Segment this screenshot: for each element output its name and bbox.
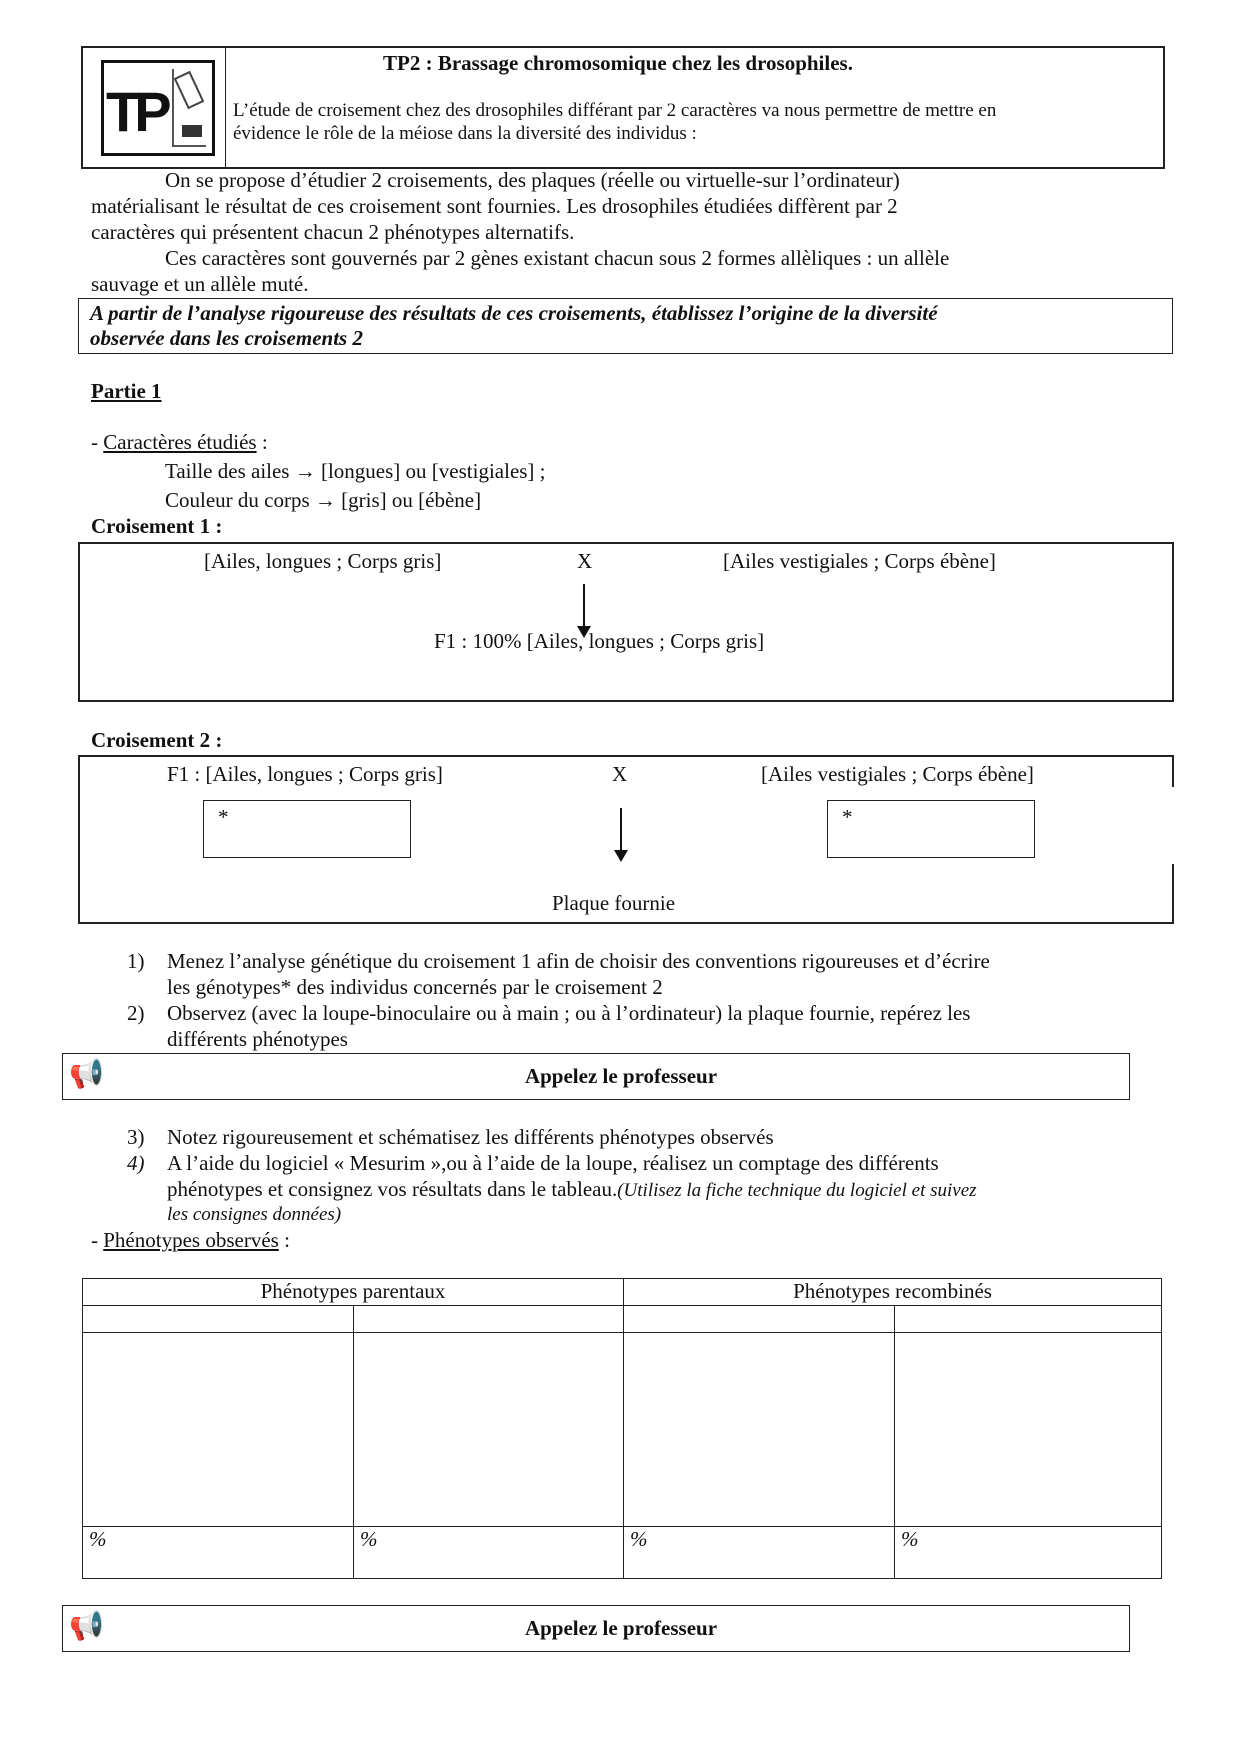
question-3: Notez rigoureusement et schématisez les différents phénotypes observés [167,1125,774,1149]
cross1-f1: F1 : 100% [Ailes, longues ; Corps gris] [434,629,765,653]
colon: : [278,1228,290,1252]
asterisk: * [842,805,853,829]
caracteres-label: Caractères étudiés [103,430,257,454]
table-cell[interactable] [895,1333,1162,1527]
percent-cell[interactable]: % [354,1527,624,1579]
question-number: 2) [127,1001,145,1025]
phenotypes-table [82,1278,1162,1579]
intro-line-1: L’étude de croisement chez des drosophiles différant par 2 caractères va nous permettre de mettre en [233,100,997,121]
paragraph-line: caractères qui présentent chacun 2 phénotypes alternatifs. [91,220,575,244]
table-cell[interactable] [624,1306,895,1333]
paragraph-line: sauvage et un allèle muté. [91,272,309,296]
cross2-parent1: F1 : [Ailes, longues ; Corps gris] [167,762,443,786]
question-number: 1) [127,949,145,973]
question-4-note: (Utilisez la fiche technique du logiciel et suivez [617,1180,977,1201]
percent-cell[interactable]: % [83,1527,354,1579]
question-4-text: phénotypes et consignez vos résultats dans le tableau. [167,1177,618,1201]
question-number: 3) [127,1125,145,1149]
dash: - [91,1228,104,1252]
caractere-corps: Couleur du corps → [gris] ou [ébène] [165,488,482,512]
percent-cell[interactable]: % [895,1527,1162,1579]
down-arrow-icon [620,808,622,860]
call-teacher-box [62,1605,1130,1652]
cross1-box [78,542,1174,702]
question-2-line: Observez (avec la loupe-binoculaire ou à main ; ou à l’ordinateur) la plaque fournie, repérez les [167,1001,971,1025]
task-line-1: A partir de l’analyse rigoureuse des résultats de ces croisements, établissez l’origine de la diversité [90,301,938,325]
call-teacher-label: Appelez le professeur [524,1616,718,1640]
tp-logo [101,60,215,156]
table-cell[interactable] [895,1306,1162,1333]
microscope-icon [172,69,206,147]
cross2-label: Croisement 2 : [91,728,223,752]
asterisk: * [218,805,229,829]
table-cell[interactable] [354,1333,624,1527]
caracteres-heading [91,430,268,455]
header-recombines: Phénotypes recombinés [624,1279,1162,1306]
observes-label: Phénotypes observés [103,1228,279,1252]
dash: - [91,430,104,454]
section-heading: Partie 1 [91,379,162,403]
intro-line-2: évidence le rôle de la méiose dans la diversité des individus : [233,123,697,144]
header-parentaux: Phénotypes parentaux [83,1279,624,1306]
table-cell[interactable] [624,1333,895,1527]
call-teacher-label: Appelez le professeur [524,1064,718,1088]
table-cell[interactable] [354,1306,624,1333]
cross1-parent1: [Ailes, longues ; Corps gris] [204,549,442,573]
question-number: 4) [127,1151,145,1175]
question-4-note: les consignes données) [167,1204,342,1225]
question-2-line: différents phénotypes [167,1027,348,1051]
paragraph-line: On se propose d’étudier 2 croisements, des plaques (réelle ou virtuelle-sur l’ordinateur) [165,168,900,192]
question-1-line: Menez l’analyse génétique du croisement 1 afin de choisir des conventions rigoureuses et d’écrire [167,949,990,973]
cross2-box [78,755,1174,924]
cross2-result: Plaque fournie [552,891,676,915]
task-box [78,298,1173,354]
observes-heading [91,1228,290,1253]
table-cell[interactable] [83,1306,354,1333]
genotype-box-2[interactable] [827,800,1035,858]
cross1-parent2: [Ailes vestigiales ; Corps ébène] [723,549,996,573]
cross2-parent2: [Ailes vestigiales ; Corps ébène] [761,762,1034,786]
colon: : [256,430,268,454]
header-box [81,46,1165,169]
logo-cell [83,48,226,167]
call-teacher-box [62,1053,1130,1100]
percent-cell[interactable]: % [624,1527,895,1579]
cross1-label: Croisement 1 : [91,514,223,538]
cross1-x: X [577,549,593,573]
doc-title: TP2 : Brassage chromosomique chez les drosophiles. [383,51,853,75]
question-4-line [167,1177,977,1203]
megaphone-icon: 📢 [69,1059,104,1090]
table-cell[interactable] [83,1333,354,1527]
paragraph-line: matérialisant le résultat de ces croisement sont fournies. Les drosophiles étudiées diffèrent par 2 [91,194,898,218]
genotype-box-1[interactable] [203,800,411,858]
question-1-line: les génotypes* des individus concernés par le croisement 2 [167,975,663,999]
caractere-ailes: Taille des ailes → [longues] ou [vestigiales] ; [165,459,546,483]
task-line-2: observée dans les croisements 2 [90,326,363,350]
cross2-x: X [612,762,628,786]
megaphone-icon: 📢 [69,1611,104,1642]
question-4-line: A l’aide du logiciel « Mesurim »,ou à l’aide de la loupe, réalisez un comptage des différents [167,1151,939,1175]
paragraph-line: Ces caractères sont gouvernés par 2 gènes existant chacun sous 2 formes allèliques : un allèle [165,246,950,270]
logo-text: TP [106,80,166,143]
